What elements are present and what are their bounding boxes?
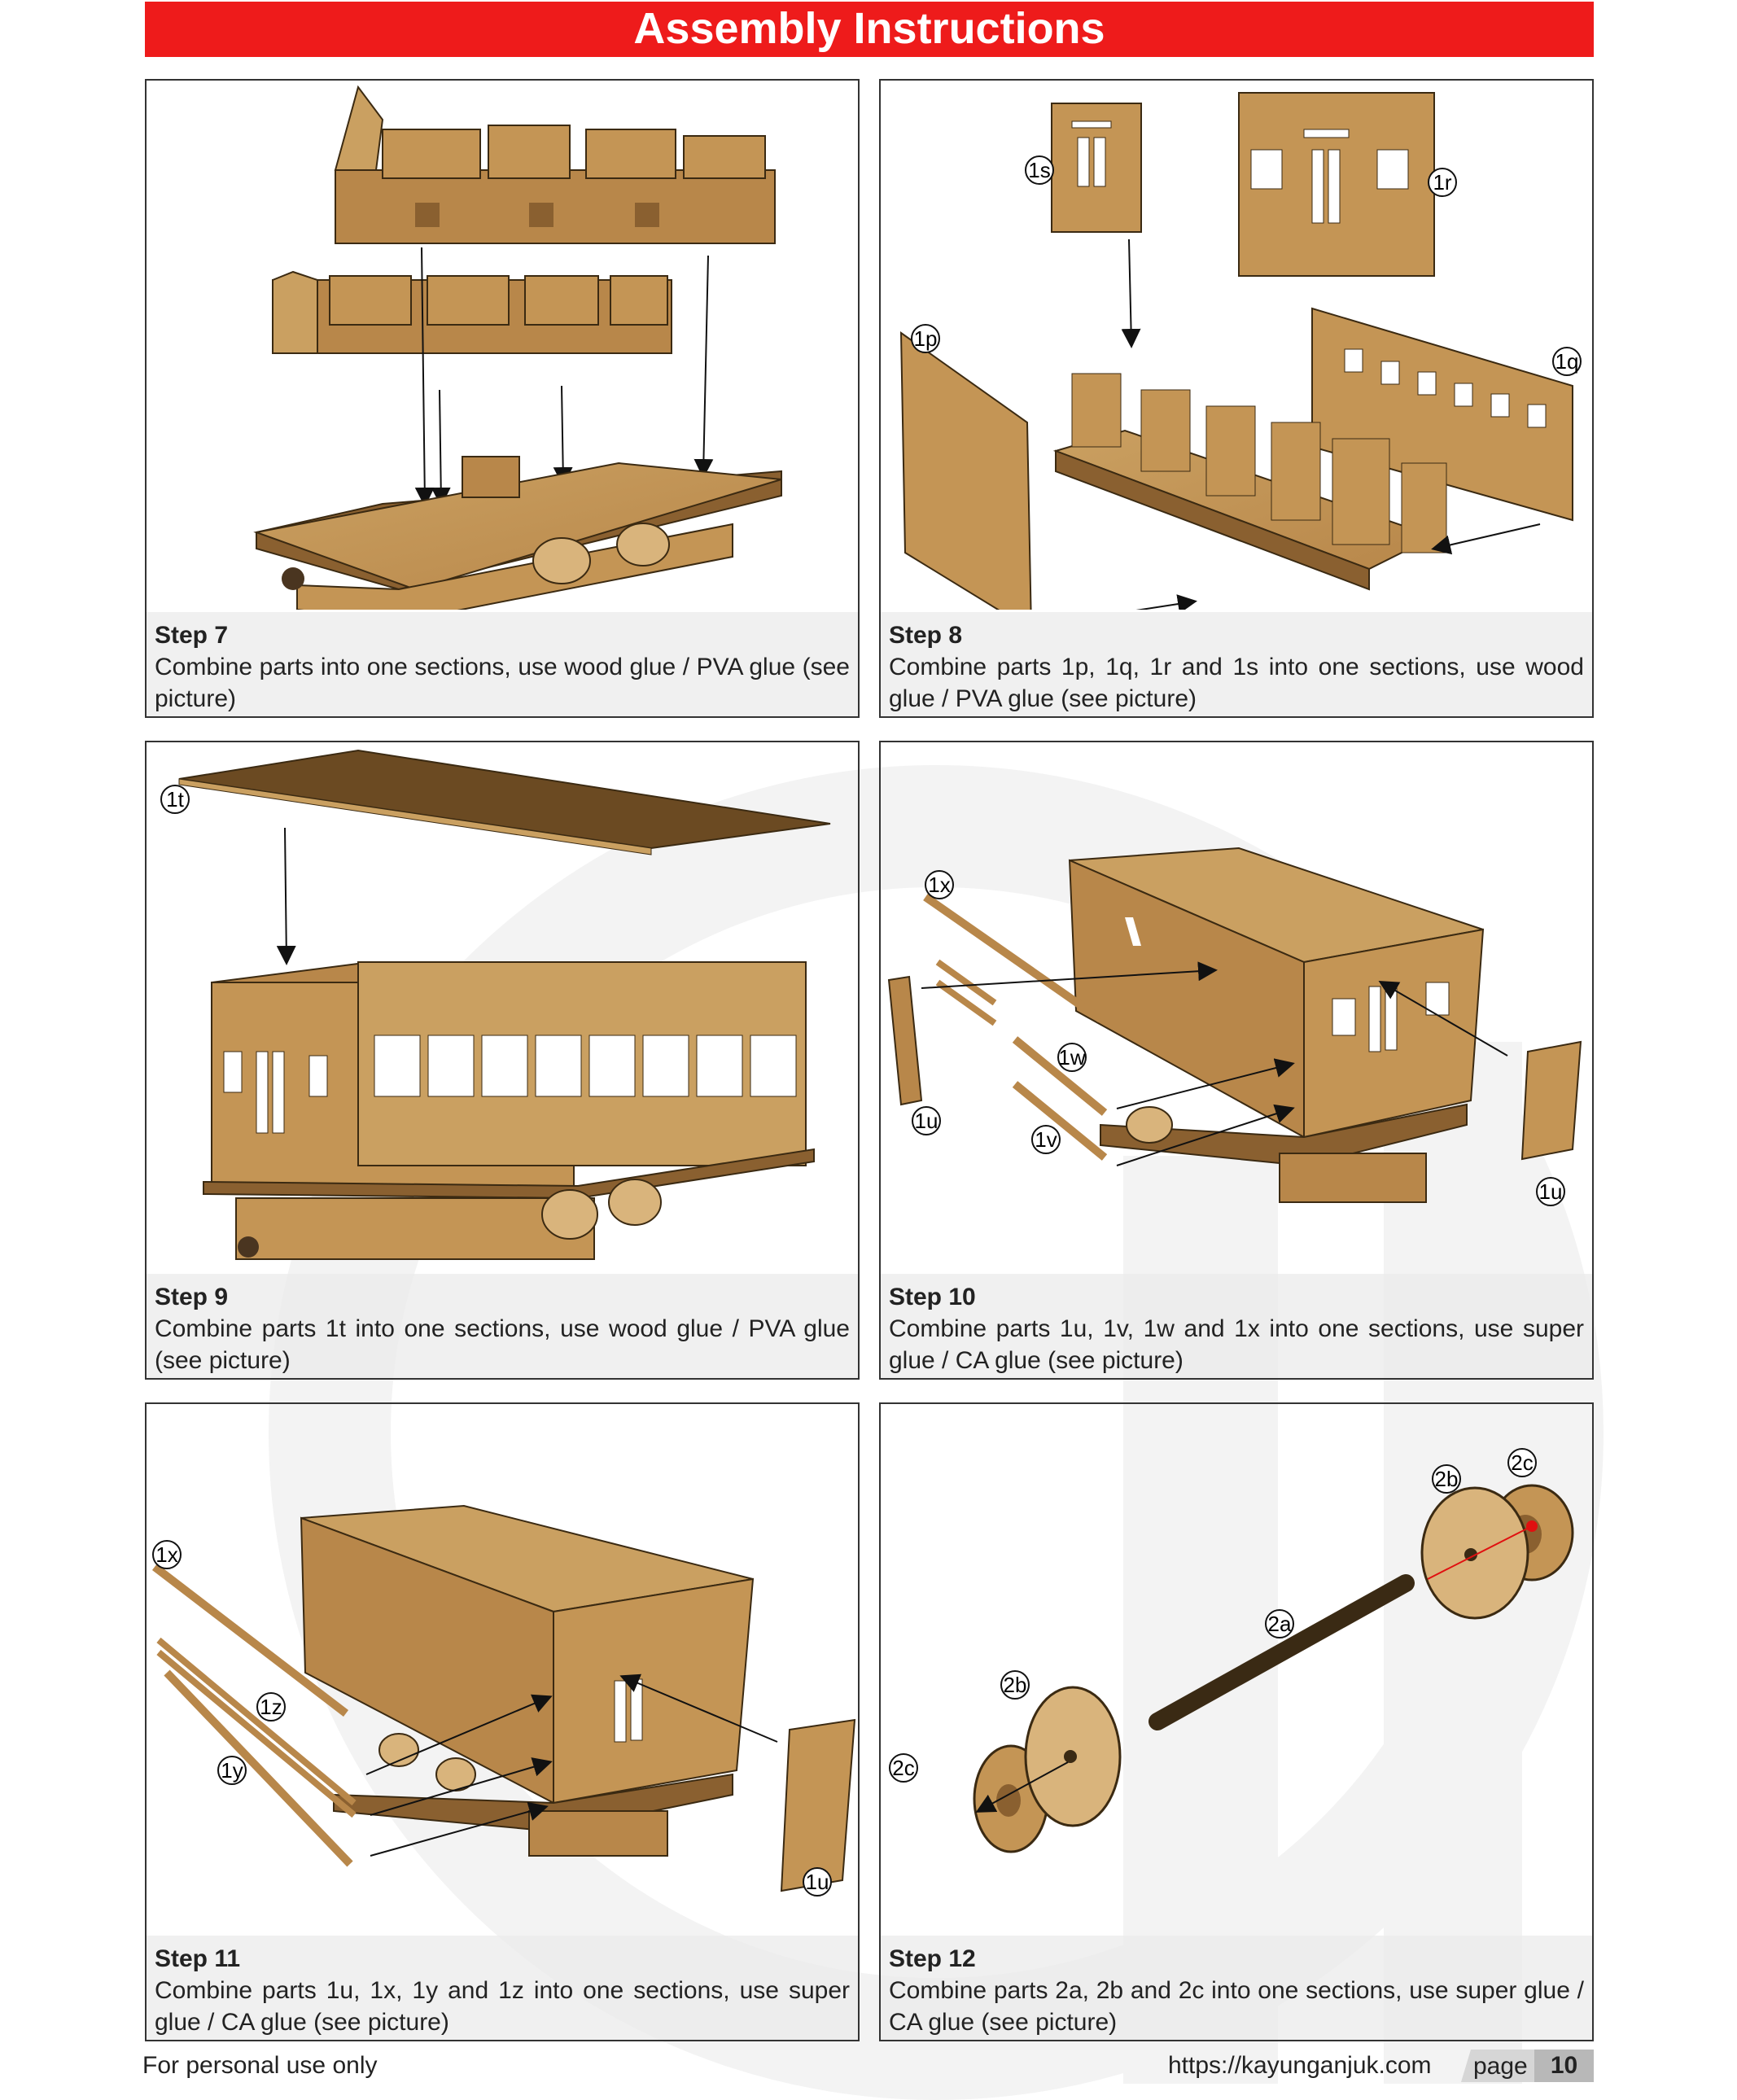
- step-title: Step 12: [889, 1945, 976, 1972]
- label-2a: [1266, 1610, 1293, 1638]
- seat-block-lower: [273, 272, 672, 353]
- label-1v: [1032, 1126, 1060, 1153]
- footer-note: For personal use only: [142, 2052, 378, 2079]
- step-description: Combine parts 1t into one sections, use wood glue / PVA glue (see picture): [155, 1315, 850, 1374]
- page-label: page: [1473, 2053, 1528, 2080]
- part-1p: [901, 333, 1031, 610]
- svg-text:1x: 1x: [155, 1542, 178, 1567]
- step-title: Step 11: [155, 1945, 241, 1972]
- step-description: Combine parts into one sections, use wood glue / PVA glue (see picture): [155, 654, 850, 712]
- svg-text:1v: 1v: [1035, 1127, 1057, 1152]
- svg-text:1x: 1x: [928, 873, 951, 897]
- label-1u: [803, 1868, 831, 1896]
- step-description: Combine parts 1u, 1v, 1w and 1x into one sections, use super glue / CA glue (see picture): [889, 1315, 1584, 1374]
- label-1x: [153, 1541, 181, 1568]
- svg-text:1t: 1t: [166, 787, 184, 812]
- part-1r: [1239, 93, 1434, 276]
- label-1r: [1429, 168, 1456, 196]
- step-description: Combine parts 1p, 1q, 1r and 1s into one sections, use wood glue / PVA glue (see picture): [889, 654, 1584, 712]
- part-1u-left: [889, 977, 921, 1105]
- label-1z: [257, 1693, 285, 1721]
- svg-text:1p: 1p: [913, 326, 938, 351]
- seat-block-upper: [335, 87, 775, 243]
- step-9-caption: [147, 1274, 858, 1378]
- footer-url-link[interactable]: https://kayunganjuk.com: [1168, 2052, 1432, 2079]
- step-10-illustration: [881, 742, 1592, 1271]
- label-1t: [161, 785, 189, 813]
- coach-assembled: [1070, 848, 1483, 1202]
- step-7-caption: [147, 612, 858, 716]
- wheel-pair-right: [1422, 1485, 1573, 1618]
- chassis: [256, 457, 781, 610]
- label-1q: [1553, 348, 1581, 375]
- label-1u: [1537, 1178, 1564, 1205]
- step-10-caption: [881, 1274, 1592, 1378]
- part-1s: [1052, 103, 1141, 232]
- svg-text:1s: 1s: [1028, 158, 1051, 182]
- step-description: Combine parts 2a, 2b and 2c into one sections, use super glue / CA glue (see picture): [889, 1977, 1584, 2036]
- svg-text:1u: 1u: [914, 1109, 939, 1133]
- svg-text:1r: 1r: [1433, 170, 1452, 195]
- step-12-caption: [881, 1936, 1592, 2040]
- label-1w: [1058, 1043, 1086, 1071]
- svg-text:1q: 1q: [1555, 349, 1579, 374]
- svg-text:2c: 2c: [1511, 1450, 1534, 1475]
- step-9-panel: [145, 741, 860, 1380]
- svg-text:2a: 2a: [1267, 1612, 1292, 1636]
- step-7-panel: [145, 79, 860, 718]
- step-11-illustration: [147, 1404, 858, 1933]
- label-2b: [1001, 1671, 1029, 1699]
- part-1u-right: [1522, 1042, 1581, 1159]
- label-1p: [912, 325, 939, 352]
- step-8-illustration: [881, 81, 1592, 610]
- part-1u: [781, 1720, 855, 1891]
- label-2c: [1508, 1449, 1536, 1477]
- step-11-panel: [145, 1402, 860, 2041]
- label-1u: [912, 1107, 940, 1135]
- part-2a-axle: [1157, 1583, 1406, 1722]
- svg-text:2b: 2b: [1434, 1467, 1459, 1491]
- step-12-panel: [879, 1402, 1594, 2041]
- svg-text:1w: 1w: [1058, 1045, 1086, 1070]
- svg-text:1y: 1y: [221, 1758, 243, 1783]
- svg-text:1u: 1u: [805, 1870, 829, 1894]
- step-10-panel: [879, 741, 1594, 1380]
- page-title: Assembly Instructions: [145, 2, 1594, 57]
- label-1s: [1026, 156, 1053, 184]
- wheel-pair-left: [974, 1687, 1120, 1852]
- step-title: Step 10: [889, 1284, 976, 1310]
- label-1y: [218, 1757, 246, 1784]
- step-title: Step 9: [155, 1284, 229, 1310]
- step-7-illustration: [147, 81, 858, 610]
- part-1t-roof: [179, 750, 830, 855]
- step-title: Step 8: [889, 622, 963, 649]
- step-description: Combine parts 1u, 1x, 1y and 1z into one sections, use super glue / CA glue (see picture): [155, 1977, 850, 2036]
- svg-text:2c: 2c: [892, 1756, 915, 1780]
- step-8-panel: [879, 79, 1594, 718]
- label-2b: [1433, 1465, 1460, 1493]
- step-9-illustration: [147, 742, 858, 1271]
- svg-text:1u: 1u: [1538, 1179, 1563, 1204]
- page-number: 10: [1534, 2050, 1594, 2082]
- step-11-caption: [147, 1936, 858, 2040]
- svg-text:2b: 2b: [1003, 1673, 1027, 1697]
- coach-assembled: [301, 1506, 753, 1856]
- svg-text:1z: 1z: [260, 1695, 282, 1719]
- coach-body: [203, 962, 814, 1259]
- step-8-caption: [881, 612, 1592, 716]
- step-title: Step 7: [155, 622, 229, 649]
- label-1x: [925, 871, 953, 899]
- label-2c: [890, 1754, 917, 1782]
- step-12-illustration: [881, 1404, 1592, 1933]
